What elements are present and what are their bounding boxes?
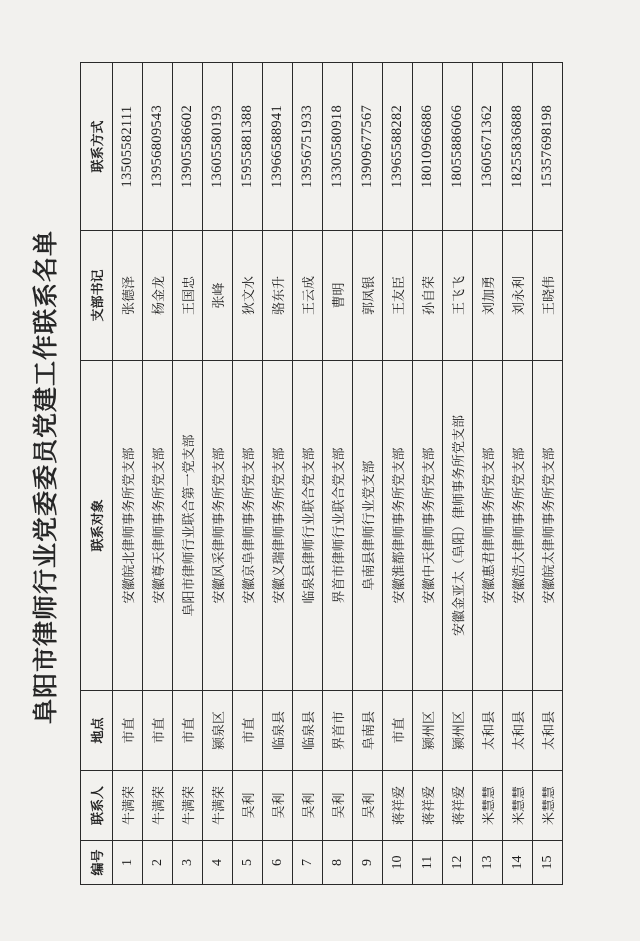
contact-person: 蒋祥爱 (413, 771, 443, 841)
contact-target: 安徽金亚太（阜阳）律师事务所党支部 (443, 361, 473, 691)
contact-phone: 13956751933 (293, 63, 323, 231)
header-no: 编号 (81, 841, 113, 885)
table-row (413, 63, 443, 885)
table-row (353, 63, 383, 885)
row-number: 12 (443, 841, 473, 885)
contact-phone: 18010966886 (413, 63, 443, 231)
branch-secretary: 王晓伟 (533, 231, 563, 361)
contact-person: 吴利 (353, 771, 383, 841)
contact-target: 安徽浩大律师事务所党支部 (503, 361, 533, 691)
location: 阜南县 (353, 691, 383, 771)
contact-phone: 18055886066 (443, 63, 473, 231)
table-row (533, 63, 563, 885)
contact-target: 临泉县律师行业联合党支部 (293, 361, 323, 691)
branch-secretary: 杨金龙 (143, 231, 173, 361)
location: 太和县 (533, 691, 563, 771)
branch-secretary: 王云成 (293, 231, 323, 361)
contact-person: 吴利 (233, 771, 263, 841)
table-body (113, 63, 563, 885)
contact-target: 安徽中天律师事务所党支部 (413, 361, 443, 691)
location: 颍州区 (443, 691, 473, 771)
location: 太和县 (473, 691, 503, 771)
location: 颍州区 (413, 691, 443, 771)
document-title: 阜阳市律师行业党委委员党建工作联系名单 (31, 230, 60, 725)
row-number: 15 (533, 841, 563, 885)
row-number: 4 (203, 841, 233, 885)
branch-secretary: 王国忠 (173, 231, 203, 361)
table-row (443, 63, 473, 885)
contact-person: 米慧慧 (503, 771, 533, 841)
header-contact-target: 联系对象 (81, 361, 113, 691)
table-row (173, 63, 203, 885)
contact-phone: 15357698198 (533, 63, 563, 231)
row-number: 11 (413, 841, 443, 885)
contact-target: 安徽皖北律师事务所党支部 (113, 361, 143, 691)
location: 颍泉区 (203, 691, 233, 771)
branch-secretary: 狄文水 (233, 231, 263, 361)
branch-secretary: 郭凤银 (353, 231, 383, 361)
table-row (143, 63, 173, 885)
branch-secretary: 刘永利 (503, 231, 533, 361)
location: 临泉县 (263, 691, 293, 771)
branch-secretary: 刘加勇 (473, 231, 503, 361)
contact-target: 安徽风采律师事务所党支部 (203, 361, 233, 691)
location: 市直 (113, 691, 143, 771)
row-number: 9 (353, 841, 383, 885)
branch-secretary: 张峰 (203, 231, 233, 361)
row-number: 14 (503, 841, 533, 885)
contact-phone: 13905586602 (173, 63, 203, 231)
contact-person: 牛满荣 (173, 771, 203, 841)
contact-table (80, 62, 563, 885)
header-location: 地点 (81, 691, 113, 771)
contact-phone: 13956809543 (143, 63, 173, 231)
contact-phone: 13605580193 (203, 63, 233, 231)
table-row (383, 63, 413, 885)
row-number: 6 (263, 841, 293, 885)
contact-phone: 18255836888 (503, 63, 533, 231)
table-row (113, 63, 143, 885)
contact-target: 安徽义瑞律师事务所党支部 (263, 361, 293, 691)
location: 太和县 (503, 691, 533, 771)
contact-person: 牛满荣 (143, 771, 173, 841)
contact-phone: 13605671362 (473, 63, 503, 231)
location: 临泉县 (293, 691, 323, 771)
contact-target: 安徽淮都律师事务所党支部 (383, 361, 413, 691)
row-number: 5 (233, 841, 263, 885)
branch-secretary: 骆东升 (263, 231, 293, 361)
contact-target: 安徽惠君律师事务所党支部 (473, 361, 503, 691)
branch-secretary: 曹明 (323, 231, 353, 361)
table-row (263, 63, 293, 885)
contact-target: 阜阳市律师行业联合第一党支部 (173, 361, 203, 691)
contact-person: 蒋祥爱 (443, 771, 473, 841)
table-row (473, 63, 503, 885)
table-row (203, 63, 233, 885)
contact-target: 安徽皖太律师事务所党支部 (533, 361, 563, 691)
header-branch-secretary: 支部书记 (81, 231, 113, 361)
branch-secretary: 王飞飞 (443, 231, 473, 361)
contact-person: 牛满荣 (113, 771, 143, 841)
contact-target: 界首市律师行业联合党支部 (323, 361, 353, 691)
contact-phone: 15955881388 (233, 63, 263, 231)
location: 界首市 (323, 691, 353, 771)
row-number: 1 (113, 841, 143, 885)
location: 市直 (173, 691, 203, 771)
contact-person: 米慧慧 (533, 771, 563, 841)
branch-secretary: 张德泽 (113, 231, 143, 361)
contact-person: 吴利 (263, 771, 293, 841)
contact-person: 吴利 (293, 771, 323, 841)
contact-target: 安徽尊天律师事务所党支部 (143, 361, 173, 691)
branch-secretary: 王友臣 (383, 231, 413, 361)
contact-phone: 13909677567 (353, 63, 383, 231)
header-contact-person: 联系人 (81, 771, 113, 841)
location: 市直 (233, 691, 263, 771)
contact-person: 吴利 (323, 771, 353, 841)
location: 市直 (383, 691, 413, 771)
contact-person: 米慧慧 (473, 771, 503, 841)
table-row (233, 63, 263, 885)
table-row (503, 63, 533, 885)
table-header-row (81, 63, 113, 885)
contact-phone: 13966588941 (263, 63, 293, 231)
contact-phone: 13505582111 (113, 63, 143, 231)
row-number: 8 (323, 841, 353, 885)
rotated-document (14, 27, 614, 927)
row-number: 3 (173, 841, 203, 885)
row-number: 10 (383, 841, 413, 885)
header-contact-method: 联系方式 (81, 63, 113, 231)
row-number: 7 (293, 841, 323, 885)
table-row (323, 63, 353, 885)
contact-person: 牛满荣 (203, 771, 233, 841)
contact-target: 阜南县律师行业党支部 (353, 361, 383, 691)
row-number: 2 (143, 841, 173, 885)
row-number: 13 (473, 841, 503, 885)
location: 市直 (143, 691, 173, 771)
contact-target: 安徽京阜律师事务所党支部 (233, 361, 263, 691)
table-row (293, 63, 323, 885)
contact-phone: 13965588282 (383, 63, 413, 231)
branch-secretary: 孙自荣 (413, 231, 443, 361)
contact-phone: 13305580918 (323, 63, 353, 231)
contact-person: 蒋祥爱 (383, 771, 413, 841)
